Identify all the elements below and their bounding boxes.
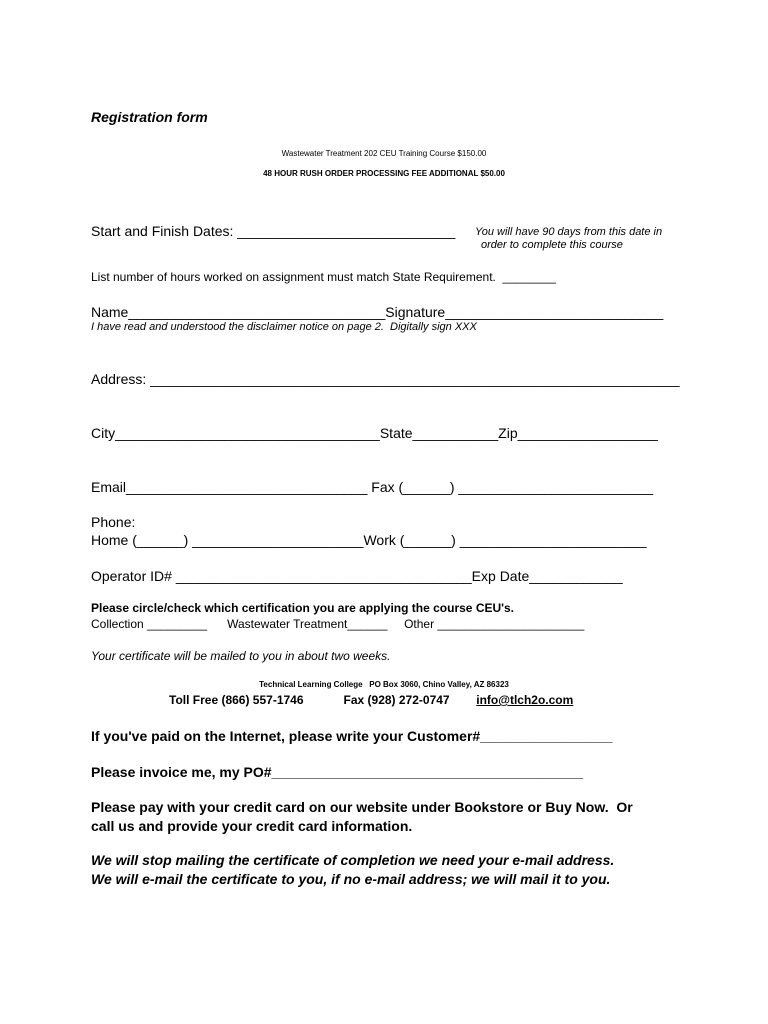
credit-card-line-1: Please pay with your credit card on our website under Bookstore or Buy Now. Or	[91, 799, 633, 815]
email-notice-line-2: We will e-mail the certificate to you, if no e-mail address; we will mail it to you.	[91, 871, 611, 887]
disclaimer-note: I have read and understood the disclaimer notice on page 2. Digitally sign XXX	[91, 321, 477, 333]
address-field[interactable]: Address: ____________________________________________________________________	[91, 371, 680, 387]
purchase-order-field[interactable]: Please invoice me, my PO#________________________________________	[91, 764, 583, 780]
customer-number-field[interactable]: If you've paid on the Internet, please write your Customer#_________________	[91, 728, 613, 744]
rush-fee-notice: 48 HOUR RUSH ORDER PROCESSING FEE ADDITIONAL $50.00	[263, 169, 505, 178]
course-title: Wastewater Treatment 202 CEU Training Course $150.00	[281, 149, 487, 158]
name-signature-field[interactable]: Name_________________________________Signature____________________________	[91, 304, 664, 320]
email-fax-field[interactable]: Email_______________________________ Fax (______) _________________________	[91, 479, 654, 495]
hours-worked-field[interactable]: List number of hours worked on assignment must match State Requirement. ________	[91, 270, 556, 284]
dates-note-line-2: order to complete this course	[481, 239, 623, 251]
certification-instruction: Please circle/check which certification you are applying the course CEU's.	[91, 601, 515, 615]
dates-note-line-1: You will have 90 days from this date in	[475, 226, 663, 238]
toll-fax-line	[169, 694, 573, 708]
contact-email-link[interactable]: info@tlch2o.com	[476, 693, 574, 707]
email-notice-line-1: We will stop mailing the certificate of completion we need your e-mail address.	[91, 852, 615, 868]
certification-options[interactable]: Collection _________ Wastewater Treatment______ Other ______________________	[91, 617, 585, 631]
college-address: Technical Learning College PO Box 3060, Chino Valley, AZ 86323	[259, 680, 509, 689]
city-state-zip-field[interactable]: City__________________________________State___________Zip__________________	[91, 425, 658, 441]
home-work-phone-field[interactable]: Home (______) ______________________Work (______) ________________________	[91, 532, 647, 548]
toll-fax-numbers: Toll Free (866) 557-1746 Fax (928) 272-0747	[169, 693, 477, 707]
form-label: Registration form	[91, 109, 208, 125]
phone-label: Phone:	[91, 514, 136, 530]
credit-card-line-2: call us and provide your credit card information.	[91, 818, 413, 834]
certificate-mail-note: Your certificate will be mailed to you in about two weeks.	[91, 649, 391, 663]
start-finish-dates-field[interactable]: Start and Finish Dates: ____________________________	[91, 223, 456, 239]
operator-id-exp-field[interactable]: Operator ID# ______________________________________Exp Date____________	[91, 568, 623, 584]
